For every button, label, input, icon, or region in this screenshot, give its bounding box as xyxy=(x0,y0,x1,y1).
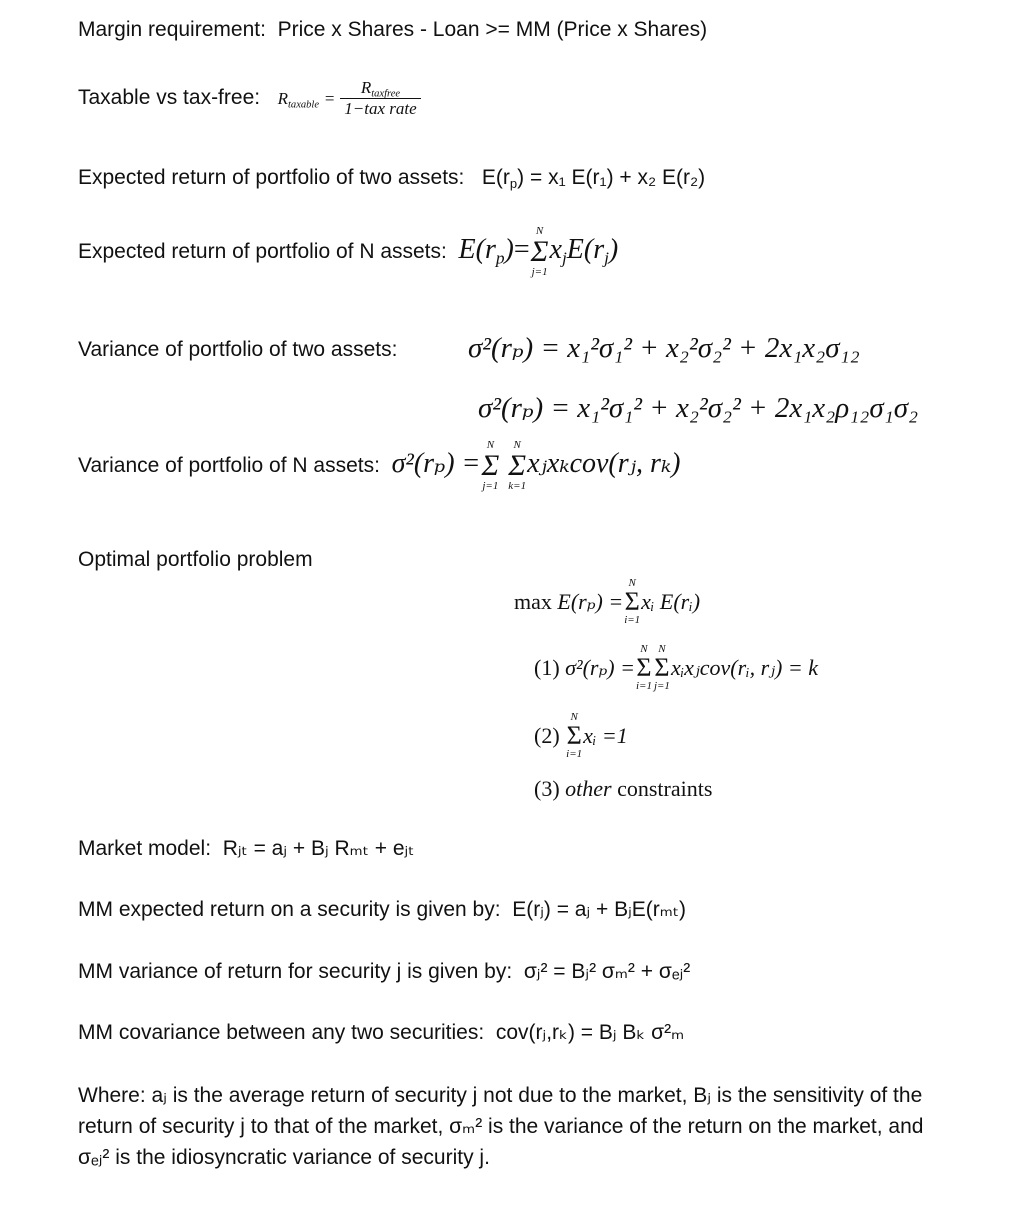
taxable-fraction xyxy=(340,78,420,119)
mm-variance-row xyxy=(78,959,690,984)
margin-formula: Price x Shares - Loan >= MM (Price x Shares) xyxy=(277,18,708,41)
n-asset-return-formula: $E(r_p)=$ N Σ j=1 $x_jE(r_j)$ xyxy=(458,225,619,278)
n-asset-return-row xyxy=(78,226,618,278)
two-asset-return-formula: $E(r_p) = x_1$ E(r₁) + x₂ E(r₂) xyxy=(481,166,706,192)
two-asset-return-label: Expected return of portfolio of two assets: xyxy=(78,166,465,189)
optimal-constraint-3: (3) other constraints xyxy=(534,776,713,801)
mm-covariance-formula: cov(rⱼ,rₖ) = Bⱼ Bₖ σ²ₘ xyxy=(495,1021,685,1044)
n-asset-variance-label: Variance of portfolio of N assets: xyxy=(78,454,380,477)
optimal-objective: max E(rₚ) = N Σ i=1 xᵢ E(rᵢ) xyxy=(514,577,701,626)
taxable-denominator: 1−tax rate xyxy=(344,99,417,118)
two-asset-variance-label: Variance of portfolio of two assets: xyxy=(78,338,398,361)
mm-variance-label: MM variance of return for security j is given by: xyxy=(78,960,513,983)
n-asset-return-label: Expected return of portfolio of N assets: xyxy=(78,240,447,263)
optimal-constraint-1: (1) σ²(rₚ) = N Σ i=1 N Σ j=1 xᵢxⱼcov(rᵢ, rⱼ) = k xyxy=(534,643,818,692)
taxable-lhs: $R_{taxable}$ xyxy=(277,89,319,111)
n-asset-variance-row xyxy=(78,440,680,492)
sum-symbol-c2: N Σ i=1 xyxy=(566,711,583,760)
where-paragraph: Where: aⱼ is the average return of security j not due to the market, Bⱼ is the sensitivity of the return of security j to that of the market, σₘ² is the variance of the return on the market, and σₑⱼ² is the idiosyncratic variance of security j. xyxy=(78,1084,924,1169)
sum-symbol-c1-i: N Σ i=1 xyxy=(635,643,652,692)
taxable-label: Taxable vs tax-free: xyxy=(78,86,261,110)
two-asset-variance-line2: σ²(rₚ) = x₁²σ₁² + x₂²σ₂² + 2x₁x₂ρ₁₂σ₁σ₂ xyxy=(478,392,919,424)
sum-symbol: N Σ j=1 xyxy=(530,225,549,278)
sum-symbol-k: N Σ k=1 xyxy=(508,439,527,492)
taxable-equals: = xyxy=(324,89,335,109)
optimal-label-row xyxy=(78,548,313,572)
taxable-numerator: $R_{taxfree}$ xyxy=(340,78,420,99)
sum-symbol-j: N Σ j=1 xyxy=(481,439,500,492)
margin-label: Margin requirement: xyxy=(78,18,266,41)
optimal-constraint-2: (2) N Σ i=1 xᵢ =1 xyxy=(534,711,628,760)
two-asset-return-row xyxy=(78,166,705,190)
optimal-label: Optimal portfolio problem xyxy=(78,548,313,571)
two-asset-variance-label-row xyxy=(78,338,397,362)
margin-requirement-row xyxy=(78,18,707,42)
sum-symbol-objective: N Σ i=1 xyxy=(624,577,641,626)
taxable-row xyxy=(78,78,421,119)
sum-symbol-c1-j: N Σ j=1 xyxy=(653,643,670,692)
market-model-label: Market model: xyxy=(78,837,212,860)
mm-expected-row xyxy=(78,897,686,922)
market-model-formula: Rⱼₜ = aⱼ + Bⱼ Rₘₜ + eⱼₜ xyxy=(222,837,415,860)
market-model-row xyxy=(78,836,414,861)
mm-expected-formula: E(rⱼ) = aⱼ + BⱼE(rₘₜ) xyxy=(512,898,687,921)
mm-expected-label: MM expected return on a security is given by: xyxy=(78,898,501,921)
mm-variance-formula: σⱼ² = Bⱼ² σₘ² + σₑⱼ² xyxy=(523,960,691,983)
mm-covariance-row xyxy=(78,1020,684,1045)
n-asset-variance-formula: σ²(rₚ) = N Σ j=1 N Σ k=1 xⱼxₖcov(rⱼ, rₖ) xyxy=(391,439,681,492)
two-asset-variance-line1: σ²(rₚ) = x₁²σ₁² + x₂²σ₂² + 2x₁x₂σ₁₂ xyxy=(468,332,860,364)
mm-covariance-label: MM covariance between any two securities: xyxy=(78,1021,485,1044)
